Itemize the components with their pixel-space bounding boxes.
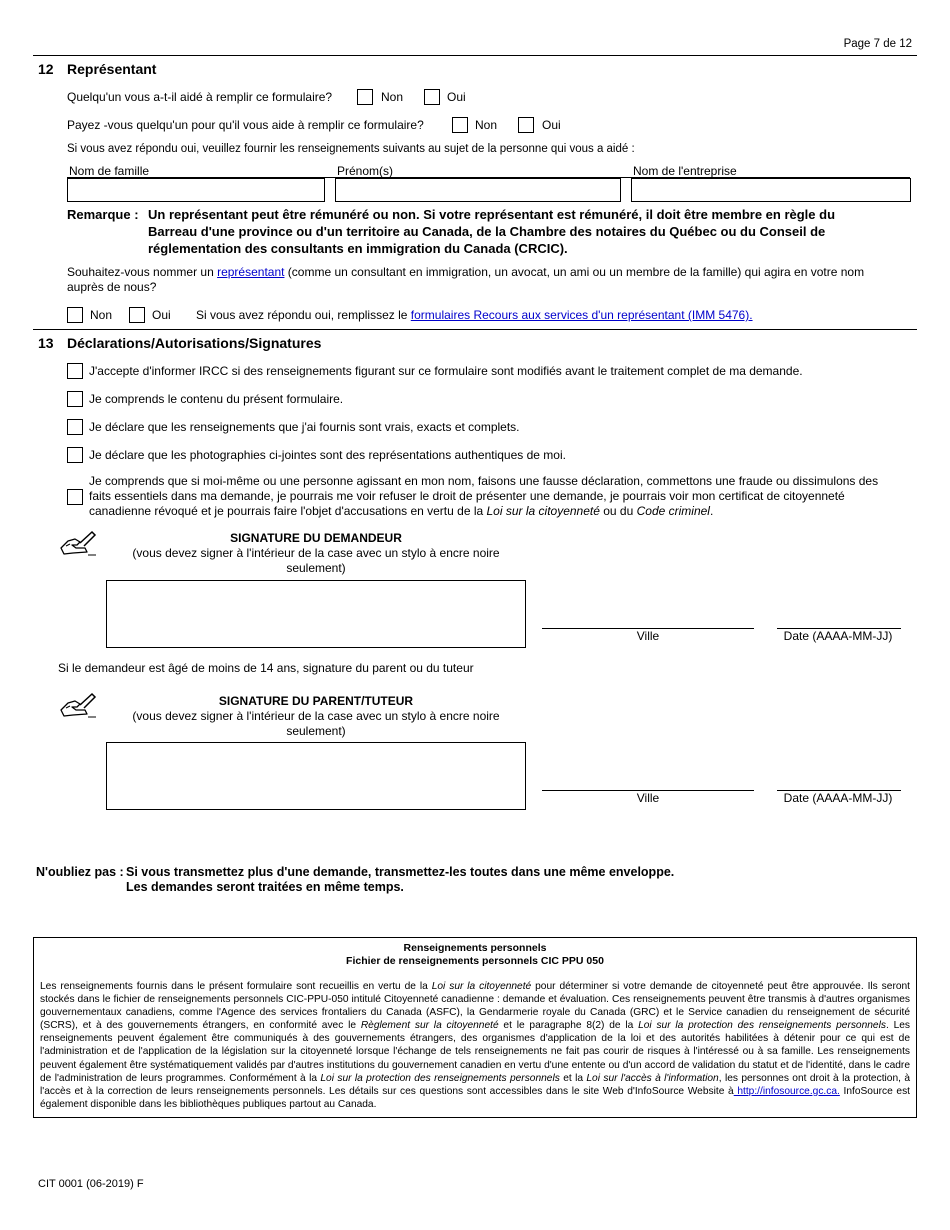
appoint-yes-checkbox[interactable]	[129, 307, 145, 323]
if-yes-info: Si vous avez répondu oui, veuillez fournir les renseignements suivants au sujet de la personne qui vous a aidé :	[67, 143, 635, 155]
decl3-text: Je déclare que les renseignements que j'ai fournis sont vrais, exacts et complets.	[89, 420, 520, 434]
company-label: Nom de l'entreprise	[633, 164, 737, 178]
page-number: Page 7 de 12	[843, 38, 912, 50]
parent-date-label: Date (AAAA-MM-JJ)	[783, 791, 893, 805]
privacy-text: Les renseignements fournis dans le présent formulaire sont recueillis en vertu de la	[40, 981, 432, 992]
minor-note: Si le demandeur est âgé de moins de 14 ans, signature du parent ou du tuteur	[58, 661, 474, 675]
decl1-text: J'accepte d'informer IRCC si des renseignements figurant sur ce formulaire sont modifiés avant le traitement complet de ma demande.	[89, 364, 803, 378]
header-rule	[33, 55, 917, 56]
applicant-signature-instr2: seulement)	[286, 561, 346, 575]
remark-text-line2: Barreau d'une province ou d'un territoire au Canada, de la Chambre des notaires du Québec ou du Conseil de	[148, 224, 826, 239]
appoint-question-line2: auprès de nous?	[67, 280, 157, 294]
decl5-line1: Je comprends que si moi-même ou une personne agissant en mon nom, faisons une fausse déclaration, commettons une fraude ou dissimulons des	[89, 474, 879, 488]
appoint-question	[67, 265, 864, 279]
privacy-body	[34, 980, 916, 1111]
lastname-input[interactable]	[67, 178, 325, 202]
helped-yes-checkbox[interactable]	[424, 89, 440, 105]
question-paid: Payez -vous quelqu'un pour qu'il vous aide à remplir ce formulaire?	[67, 118, 424, 132]
applicant-city-label: Ville	[636, 629, 660, 643]
reminder-label: N'oubliez pas :	[36, 865, 124, 879]
appoint-yes-label: Oui	[152, 308, 171, 322]
decl4-text: Je déclare que les photographies ci-jointes sont des représentations authentiques de moi.	[89, 448, 566, 462]
privacy-law-ref: Loi sur la protection des renseignements personnels	[320, 1072, 560, 1084]
appoint-pre: Souhaitez-vous nommer un	[67, 265, 218, 279]
paid-no-label: Non	[475, 118, 498, 132]
parent-signature-instr1: (vous devez signer à l'intérieur de la case avec un stylo à encre noire	[132, 709, 500, 723]
privacy-text: , les personnes ont droit à la protection, à l'accès et à la correction de leurs renseignements personnels. Les détails sur ces questions sont accessibles dans le site Web d'InfoSource Website à	[40, 1072, 910, 1097]
section-12-title: Représentant	[67, 61, 157, 77]
helped-no-label: Non	[381, 90, 404, 104]
appoint-no-label: Non	[90, 308, 113, 322]
decl5-line3	[89, 504, 713, 518]
applicant-signature-box[interactable]	[106, 580, 526, 648]
privacy-text: et le paragraphe 8(2) de la	[498, 1020, 639, 1032]
signing-hand-icon	[58, 528, 98, 558]
remark-text-line1: Un représentant peut être rémunéré ou non. Si votre représentant est rémunéré, il doit être membre en règle du	[148, 207, 836, 222]
remark-label: Remarque :	[67, 207, 139, 222]
applicant-signature-heading	[106, 531, 526, 576]
firstname-label: Prénom(s)	[337, 164, 394, 178]
decl5-line3-pre: canadienne révoqué et je pourrais faire l'objet d'accusations en vertu de la	[89, 504, 487, 518]
helped-no-checkbox[interactable]	[357, 89, 373, 105]
decl5-checkbox[interactable]	[67, 489, 83, 505]
parent-signature-instr2: seulement)	[286, 724, 346, 738]
privacy-law-ref: Loi sur la protection des renseignements personnels	[638, 1020, 886, 1032]
appoint-followup	[196, 308, 753, 322]
decl5-mid: ou du	[599, 504, 637, 518]
appoint-no-checkbox[interactable]	[67, 307, 83, 323]
imm5476-form-link[interactable]: formulaires Recours aux services d'un représentant (IMM 5476).	[410, 308, 753, 322]
lastname-label: Nom de famille	[69, 164, 150, 178]
criminal-code: Code criminel	[636, 504, 710, 518]
section-12-number: 12	[38, 61, 54, 77]
form-code: CIT 0001 (06-2019) F	[38, 1178, 144, 1190]
signing-hand-icon	[58, 690, 98, 720]
representative-link[interactable]: représentant	[217, 265, 285, 279]
reminder-line2: Les demandes seront traitées en même temps.	[126, 880, 404, 894]
parent-signature-title: SIGNATURE DU PARENT/TUTEUR	[218, 694, 414, 708]
decl2-checkbox[interactable]	[67, 391, 83, 407]
firstname-input[interactable]	[335, 178, 621, 202]
privacy-text: pour déterminer si votre demande de citoyenneté peut être approuvée. Ils seront stockés dans le fichier de renseignements personnels CIC-PPU-050 intitulé Citoyenneté canadienne : demande et évaluation. Ces renseignements peuvent être transmis à d'autres organismes gouvernementaux canadiens, comme l'Agence des services frontaliers du Canada (ASFC), la Gendarmerie royale du Canada (GRC) et le Service canadien du renseignement de sécurité (SCRS), et à des gouvernements étrangers, en conformité avec le	[40, 981, 910, 1032]
privacy-law-ref: Loi sur l'accès à l'information	[586, 1072, 719, 1084]
decl3-checkbox[interactable]	[67, 419, 83, 435]
decl5-end: .	[709, 504, 714, 518]
privacy-heading-title: Renseignements personnels	[403, 942, 547, 954]
remark-text-line3: réglementation des consultants en immigration du Canada (CRCIC).	[148, 241, 568, 256]
privacy-heading-file: Fichier de renseignements personnels CIC PPU 050	[346, 955, 604, 967]
company-input[interactable]	[631, 178, 911, 202]
paid-yes-label: Oui	[542, 118, 561, 132]
parent-signature-heading	[106, 694, 526, 739]
applicant-signature-title: SIGNATURE DU DEMANDEUR	[230, 531, 402, 545]
section-13-number: 13	[38, 335, 54, 351]
section-13-rule	[33, 329, 917, 330]
parent-signature-box[interactable]	[106, 742, 526, 810]
applicant-date-label: Date (AAAA-MM-JJ)	[783, 629, 893, 643]
paid-no-checkbox[interactable]	[452, 117, 468, 133]
paid-yes-checkbox[interactable]	[518, 117, 534, 133]
privacy-law-ref: Loi sur la citoyenneté	[431, 981, 532, 992]
privacy-text: InfoSource est également disponible dans les bibliothèques publiques partout au Canada.	[40, 1085, 911, 1110]
privacy-text: et la	[559, 1072, 587, 1084]
section-13-title: Déclarations/Autorisations/Signatures	[67, 335, 322, 351]
decl2-text: Je comprends le contenu du présent formulaire.	[89, 392, 344, 406]
privacy-text: . Les renseignements peuvent également être communiqués à des gouvernements étrangers, des organismes d'application de la loi et des autorités habilitées à détenir pour ce qui est de l'administration et de l'application de la législation sur la citoyenneté lorsque l'échange de tels renseignements ne fait pas courir de risques à l'intéressé ou à sa famille. Les renseignements peuvent également être systématiquement validés par d'autres institutions du gouvernement canadien en vertu d'une entente ou d'un accord de validation du statut et de l'identité, dans le cadre de l'administration de leurs programmes. Conformément à la	[40, 1020, 910, 1084]
privacy-notice-box	[33, 937, 917, 1118]
privacy-law-ref: Règlement sur la citoyenneté	[360, 1020, 499, 1032]
decl1-checkbox[interactable]	[67, 363, 83, 379]
appoint-followup-text: Si vous avez répondu oui, remplissez le	[196, 308, 411, 322]
reminder-line1: Si vous transmettez plus d'une demande, transmettez-les toutes dans une même enveloppe.	[126, 865, 675, 879]
privacy-heading	[34, 942, 916, 968]
helped-yes-label: Oui	[447, 90, 466, 104]
appoint-post: (comme un consultant en immigration, un avocat, un ami ou un membre de la famille) qui agira en votre nom	[284, 265, 865, 279]
applicant-signature-instr1: (vous devez signer à l'intérieur de la case avec un stylo à encre noire	[132, 546, 500, 560]
decl4-checkbox[interactable]	[67, 447, 83, 463]
infosource-link[interactable]: http://infosource.gc.ca.	[733, 1085, 840, 1097]
citizenship-act: Loi sur la citoyenneté	[486, 504, 600, 518]
parent-city-label: Ville	[636, 791, 660, 805]
decl5-line2: faits essentiels dans ma demande, je pourrais me voir refuser le droit de présenter une demande, je pourrais voir mon certificat de citoyenneté	[89, 489, 845, 503]
question-helped: Quelqu'un vous a-t-il aidé à remplir ce formulaire?	[67, 90, 333, 104]
